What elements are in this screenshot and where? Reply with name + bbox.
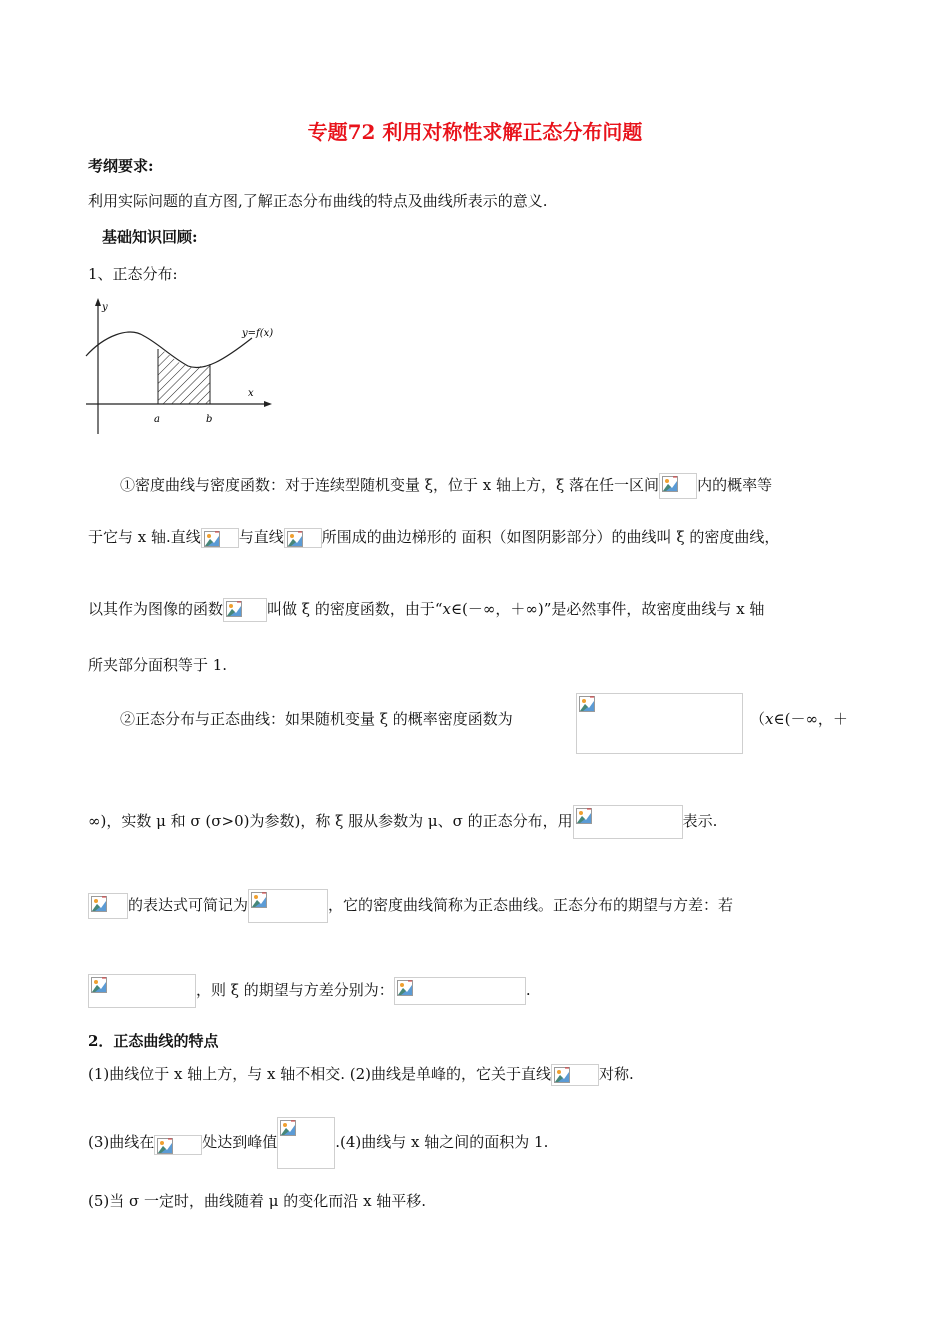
- broken-image-icon: [554, 1067, 570, 1083]
- page-title: 专题72 利用对称性求解正态分布问题: [307, 120, 643, 144]
- curve-label: y=f(x): [242, 328, 274, 339]
- broken-image-icon: [157, 1138, 173, 1154]
- feature-line2: (3)曲线在 处达到峰值 .(4)曲线与 x 轴之间的面积为 1.: [88, 1117, 548, 1169]
- p1-line4: 所夹部分面积等于 1.: [88, 656, 228, 674]
- broken-image-icon: [280, 1120, 296, 1136]
- broken-image-icon: [397, 980, 413, 996]
- p2-line1: ②正态分布与正态曲线：如果随机变量 ξ 的概率密度函数为: [120, 710, 513, 728]
- feature-line1: (1)曲线位于 x 轴上方，与 x 轴不相交. (2)曲线是单峰的，它关于直线 对称.: [88, 1063, 634, 1086]
- broken-image-icon: [579, 696, 595, 712]
- feature-line5: (5)当 σ 一定时，曲线随着 μ 的变化而沿 x 轴平移.: [88, 1192, 427, 1210]
- p2-line3: 的表达式可简记为 ，它的密度曲线简称为正态曲线。正态分布的期望与方差：若: [88, 889, 733, 923]
- broken-image-icon: [91, 896, 107, 912]
- interval-formula-image: [659, 473, 697, 499]
- distribution-condition-image: [88, 974, 196, 1008]
- broken-image-icon: [287, 531, 303, 547]
- broken-image-icon: [662, 476, 678, 492]
- p1-line1: ①密度曲线与密度函数：对于连续型随机变量 ξ，位于 x 轴上方，ξ 落在任一区间 内的概率等: [120, 473, 772, 499]
- p2-line4: ，则 ξ 的期望与方差分别为： .: [88, 974, 531, 1008]
- density-expression-image: [88, 893, 128, 919]
- line-x-b-image: [284, 528, 322, 548]
- p2-line2: ∞)，实数 μ 和 σ (σ>0)为参数)，称 ξ 服从参数为 μ、σ 的正态分布，用 表示.: [88, 805, 717, 839]
- p1-line2: 于它与 x 轴.直线 与直线 所围成的曲边梯形的 面积（如图阴影部分）的曲线叫 ξ 的密度曲线，: [88, 528, 780, 546]
- x-axis-label: x: [248, 388, 254, 399]
- y-axis-label: y: [102, 302, 108, 313]
- peak-position-image: [154, 1135, 202, 1155]
- peak-value-image: [277, 1117, 335, 1169]
- basics-heading: 基础知识回顾:: [102, 228, 198, 246]
- density-function-image: [223, 598, 267, 622]
- density-curve-figure: [84, 296, 284, 438]
- p2-line1-tail: （x∈(－∞，＋: [750, 710, 848, 728]
- section-2-heading: 2．正态曲线的特点: [88, 1032, 219, 1050]
- syllabus-text: 利用实际问题的直方图,了解正态分布曲线的特点及曲线所表示的意义.: [88, 192, 548, 210]
- broken-image-icon: [576, 808, 592, 824]
- expectation-variance-image: [394, 977, 526, 1005]
- symmetry-line-image: [551, 1064, 599, 1086]
- broken-image-icon: [251, 892, 267, 908]
- section-1-heading: 1、正态分布:: [88, 265, 178, 283]
- point-a-label: a: [154, 414, 160, 425]
- broken-image-icon: [91, 977, 107, 993]
- line-x-a-image: [201, 528, 239, 548]
- point-b-label: b: [206, 414, 213, 425]
- normal-pdf-formula-image: [576, 693, 743, 754]
- broken-image-icon: [226, 601, 242, 617]
- p1-line3: 以其作为图像的函数 叫做 ξ 的密度函数，由于“x∈(－∞，＋∞)”是必然事件，故密度曲线与 x 轴: [88, 598, 764, 622]
- syllabus-heading: 考纲要求:: [88, 157, 154, 175]
- broken-image-icon: [204, 531, 220, 547]
- normal-notation-image: [573, 805, 683, 839]
- short-notation-image: [248, 889, 328, 923]
